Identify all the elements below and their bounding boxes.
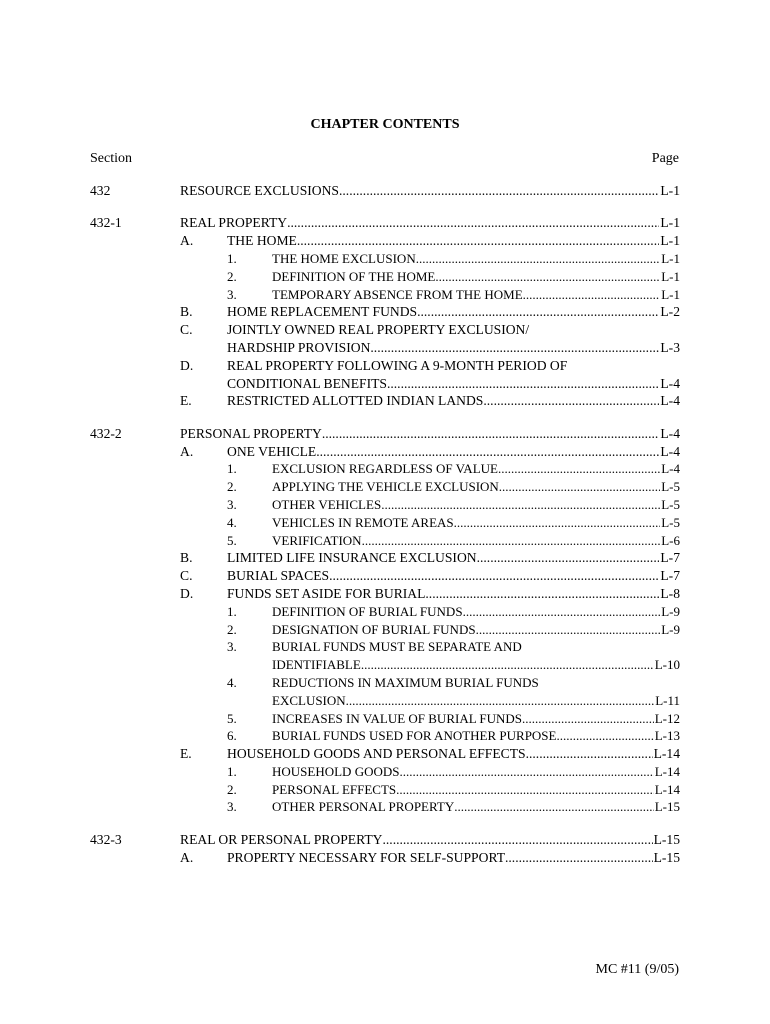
entry-line [272, 798, 680, 816]
dot-leader [346, 692, 655, 710]
entry-label: A. [180, 849, 194, 865]
dot-leader [339, 182, 659, 200]
entry-title: VEHICLES IN REMOTE AREAS [272, 514, 454, 530]
dot-leader [454, 798, 654, 816]
entry-line [272, 532, 680, 550]
entry-title: REAL OR PERSONAL PROPERTY [180, 831, 383, 847]
toc-section [90, 425, 680, 817]
toc-entry [90, 621, 680, 639]
entry-line [227, 849, 680, 867]
dot-leader [556, 727, 653, 745]
entry-title: RESOURCE EXCLUSIONS [180, 183, 339, 198]
dot-leader [387, 375, 659, 393]
entry-page-number: L-4 [660, 393, 680, 409]
toc-entry [90, 232, 680, 250]
toc-section [90, 182, 680, 200]
entry-label: 1. [227, 763, 237, 779]
entry-title: FUNDS SET ASIDE FOR BURIAL [227, 585, 426, 601]
entry-line [272, 763, 680, 781]
entry-page-number: L-4 [660, 425, 680, 441]
entry-title: IDENTIFIABLE [272, 657, 361, 673]
entry-line [272, 286, 680, 304]
dot-leader [498, 460, 660, 478]
toc-entry [90, 710, 680, 728]
entry-page-number: L-1 [660, 233, 680, 249]
entry-title: DEFINITION OF THE HOME [272, 268, 436, 284]
dot-leader [322, 425, 660, 443]
entry-page-number: L-8 [660, 585, 680, 601]
entry-line [272, 656, 680, 674]
entry-title: OTHER PERSONAL PROPERTY [272, 799, 455, 815]
entry-line [227, 585, 680, 603]
section-number: 432-3 [90, 831, 122, 847]
entry-page-number: L-6 [661, 532, 680, 548]
entry-line [272, 478, 680, 496]
toc-entry [90, 692, 680, 710]
entry-line [227, 232, 680, 250]
dot-leader [329, 567, 659, 585]
dot-leader [463, 603, 661, 621]
toc-entry [90, 745, 680, 763]
toc-entry [90, 250, 680, 268]
dot-leader [416, 250, 661, 268]
entry-title: BURIAL FUNDS USED FOR ANOTHER PURPOSE [272, 728, 557, 744]
entry-page-number: L-1 [661, 286, 680, 302]
dot-leader [454, 514, 661, 532]
entry-title: DEFINITION OF BURIAL FUNDS [272, 603, 463, 619]
dot-leader [526, 745, 653, 763]
entry-page-number: L-4 [660, 375, 680, 391]
toc-entry [90, 763, 680, 781]
footer-revision: MC #11 (9/05) [595, 962, 679, 977]
entry-label: C. [180, 568, 193, 584]
toc-entry [90, 496, 680, 514]
entry-page-number: L-1 [661, 250, 680, 266]
section-column-header: Section [90, 151, 132, 166]
entry-line [227, 357, 680, 375]
entry-line [272, 250, 680, 268]
toc-entry [90, 549, 680, 567]
entry-page-number: L-12 [654, 710, 680, 726]
toc-entry [90, 532, 680, 550]
entry-page-number: L-15 [654, 799, 680, 815]
entry-label: 1. [227, 603, 237, 619]
entry-line [272, 692, 680, 710]
entry-label: 2. [227, 781, 237, 797]
toc-entry [90, 514, 680, 532]
toc-entry [90, 321, 680, 339]
dot-leader [370, 339, 659, 357]
entry-title: RESTRICTED ALLOTTED INDIAN LANDS [227, 393, 484, 409]
entry-line [227, 303, 680, 321]
entry-title: REAL PROPERTY FOLLOWING A 9-MONTH PERIOD OF [227, 357, 568, 373]
entry-label: 5. [227, 532, 237, 548]
page-column-header: Page [651, 151, 679, 166]
toc-entry [90, 375, 680, 393]
dot-leader [361, 656, 654, 674]
entry-line [272, 710, 680, 728]
entry-title: PERSONAL PROPERTY [180, 425, 322, 441]
entry-title: ONE VEHICLE [227, 443, 317, 459]
toc-entry [90, 831, 680, 849]
entry-page-number: L-5 [661, 514, 680, 530]
entry-line [227, 392, 680, 410]
entry-title: PERSONAL EFFECTS [272, 781, 397, 797]
entry-title: BURIAL SPACES [227, 568, 330, 584]
entry-line [272, 727, 680, 745]
toc-entry [90, 268, 680, 286]
dot-leader [383, 831, 653, 849]
entry-line [272, 781, 680, 799]
entry-line [272, 496, 680, 514]
entry-page-number: L-7 [660, 568, 680, 584]
dot-leader [399, 763, 653, 781]
entry-title: HOUSEHOLD GOODS AND PERSONAL EFFECTS [227, 746, 526, 762]
entry-label: A. [180, 443, 194, 459]
toc-entry [90, 478, 680, 496]
dot-leader [477, 549, 660, 567]
entry-page-number: L-13 [654, 728, 680, 744]
entry-page-number: L-3 [660, 339, 680, 355]
toc-entry [90, 357, 680, 375]
entry-line [227, 567, 680, 585]
entry-label: 4. [227, 674, 237, 690]
toc-entry [90, 392, 680, 410]
entry-title: EXCLUSION REGARDLESS OF VALUE [272, 461, 498, 477]
entry-page-number: L-1 [660, 215, 680, 231]
toc-entry [90, 638, 680, 656]
entry-line [227, 321, 680, 339]
dot-leader [287, 214, 659, 232]
entry-page-number: L-5 [661, 479, 680, 495]
page-title: CHAPTER CONTENTS [310, 117, 460, 132]
entry-label: E. [180, 393, 192, 409]
entry-page-number: L-10 [654, 657, 680, 673]
entry-label: A. [180, 233, 194, 249]
dot-leader [425, 585, 659, 603]
entry-page-number: L-15 [653, 831, 680, 847]
entry-title: CONDITIONAL BENEFITS [227, 375, 387, 391]
entry-label: D. [180, 585, 194, 601]
entry-label: C. [180, 322, 193, 338]
entry-line [272, 621, 680, 639]
entry-title: THE HOME [227, 233, 297, 249]
entry-label: E. [180, 746, 192, 762]
entry-label: B. [180, 550, 193, 566]
entry-label: 3. [227, 799, 237, 815]
entry-page-number: L-14 [653, 746, 680, 762]
entry-page-number: L-11 [655, 692, 680, 708]
toc-entry [90, 798, 680, 816]
entry-page-number: L-1 [661, 268, 680, 284]
dot-leader [522, 710, 654, 728]
table-of-contents [90, 182, 680, 881]
dot-leader [499, 478, 660, 496]
entry-title: APPLYING THE VEHICLE EXCLUSION [272, 479, 499, 495]
entry-title: REDUCTIONS IN MAXIMUM BURIAL FUNDS [272, 674, 539, 690]
toc-entry [90, 674, 680, 692]
entry-page-number: L-14 [654, 763, 680, 779]
entry-line [272, 268, 680, 286]
entry-title: TEMPORARY ABSENCE FROM THE HOME [272, 286, 523, 302]
dot-leader [316, 443, 659, 461]
toc-entry [90, 585, 680, 603]
toc-entry [90, 339, 680, 357]
entry-title: LIMITED LIFE INSURANCE EXCLUSION [227, 550, 477, 566]
entry-page-number: L-9 [661, 621, 680, 637]
entry-line [272, 514, 680, 532]
toc-entry [90, 567, 680, 585]
entry-line [180, 182, 680, 200]
entry-page-number: L-4 [661, 461, 680, 477]
entry-line [180, 831, 680, 849]
entry-page-number: L-15 [653, 849, 680, 865]
entry-line [272, 603, 680, 621]
dot-leader [483, 392, 659, 410]
dot-leader [435, 268, 660, 286]
dot-leader [362, 532, 661, 550]
entry-title: REAL PROPERTY [180, 215, 288, 231]
entry-page-number: L-2 [660, 304, 680, 320]
entry-label: 4. [227, 514, 237, 530]
toc-entry [90, 849, 680, 867]
entry-title: HARDSHIP PROVISION [227, 339, 371, 355]
entry-line [227, 443, 680, 461]
entry-line [180, 425, 680, 443]
toc-entry [90, 303, 680, 321]
dot-leader [417, 303, 659, 321]
entry-page-number: L-4 [660, 443, 680, 459]
entry-page-number: L-1 [660, 183, 680, 198]
entry-title: EXCLUSION [272, 692, 346, 708]
toc-entry [90, 603, 680, 621]
entry-page-number: L-14 [654, 781, 680, 797]
entry-line [227, 745, 680, 763]
entry-page-number: L-7 [660, 550, 680, 566]
toc-entry [90, 425, 680, 443]
entry-label: 2. [227, 621, 237, 637]
entry-line [272, 674, 680, 692]
dot-leader [396, 781, 654, 799]
entry-label: 3. [227, 639, 237, 655]
entry-title: HOUSEHOLD GOODS [272, 763, 400, 779]
toc-section [90, 831, 680, 867]
entry-page-number: L-9 [661, 603, 680, 619]
entry-title: BURIAL FUNDS MUST BE SEPARATE AND [272, 639, 522, 655]
entry-label: 1. [227, 461, 237, 477]
dot-leader [297, 232, 660, 250]
entry-title: INCREASES IN VALUE OF BURIAL FUNDS [272, 710, 523, 726]
toc-entry [90, 656, 680, 674]
entry-label: 3. [227, 496, 237, 512]
entry-title: JOINTLY OWNED REAL PROPERTY EXCLUSION/ [227, 322, 530, 338]
toc-entry [90, 443, 680, 461]
entry-label: B. [180, 304, 193, 320]
entry-label: 2. [227, 268, 237, 284]
entry-line [180, 214, 680, 232]
entry-label: 1. [227, 250, 237, 266]
toc-entry [90, 727, 680, 745]
dot-leader [381, 496, 660, 514]
entry-title: HOME REPLACEMENT FUNDS [227, 304, 418, 320]
entry-line [272, 638, 680, 656]
entry-title: DESIGNATION OF BURIAL FUNDS [272, 621, 476, 637]
entry-label: 2. [227, 479, 237, 495]
entry-title: OTHER VEHICLES [272, 496, 382, 512]
toc-entry [90, 781, 680, 799]
dot-leader [505, 849, 653, 867]
section-number: 432-2 [90, 425, 122, 441]
section-number: 432 [90, 183, 111, 198]
entry-label: 6. [227, 728, 237, 744]
section-number: 432-1 [90, 215, 122, 231]
dot-leader [523, 286, 661, 304]
entry-line [227, 339, 680, 357]
toc-entry [90, 460, 680, 478]
entry-line [227, 549, 680, 567]
toc-section [90, 214, 680, 410]
entry-line [272, 460, 680, 478]
toc-entry [90, 286, 680, 304]
dot-leader [476, 621, 661, 639]
entry-title: THE HOME EXCLUSION [272, 250, 416, 266]
entry-label: D. [180, 357, 194, 373]
toc-entry [90, 214, 680, 232]
entry-title: PROPERTY NECESSARY FOR SELF-SUPPORT [227, 849, 505, 865]
entry-title: VERIFICATION [272, 532, 362, 548]
entry-label: 5. [227, 710, 237, 726]
entry-line [227, 375, 680, 393]
entry-page-number: L-5 [661, 496, 680, 512]
entry-label: 3. [227, 286, 237, 302]
toc-entry [90, 182, 680, 200]
